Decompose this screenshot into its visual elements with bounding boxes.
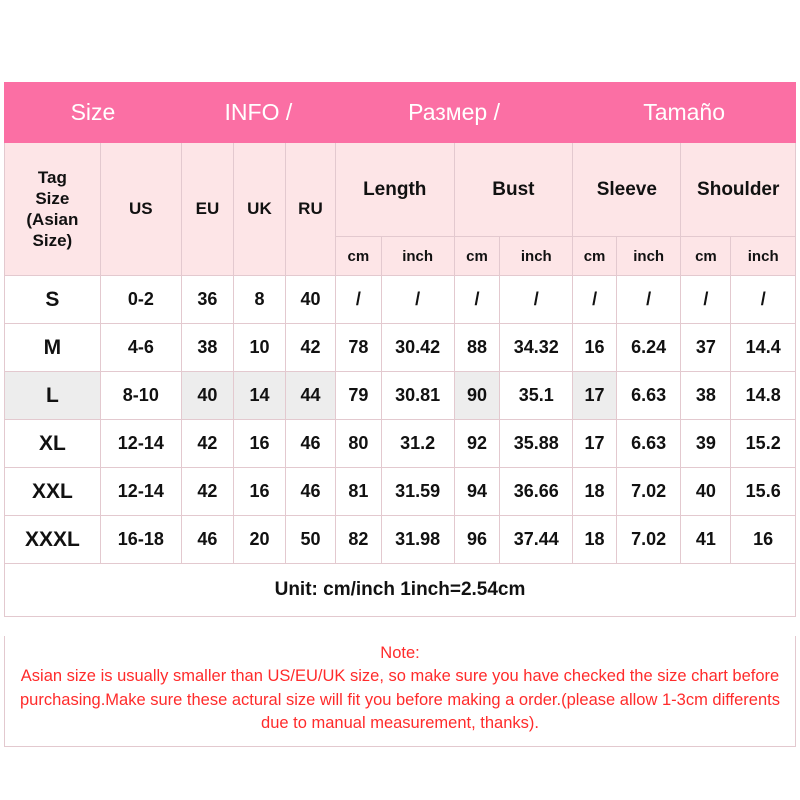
col-header-sleeve: Sleeve	[573, 143, 681, 237]
col-header-tag-size-line-2: Size	[35, 188, 70, 208]
cell-length-inch: /	[381, 276, 454, 324]
cell-uk: 16	[233, 420, 285, 468]
cell-shoulder-inch: 15.2	[731, 420, 796, 468]
header-size-label: Size	[5, 83, 182, 143]
size-chart-table	[4, 82, 796, 617]
col-header-tag-size-line-3: (Asian	[26, 210, 79, 229]
col-header-shoulder: Shoulder	[681, 143, 796, 237]
col-header-sleeve-cm: cm	[573, 237, 617, 276]
cell-bust-inch: 35.88	[500, 420, 573, 468]
unit-conversion-note: Unit: cm/inch 1inch=2.54cm	[5, 564, 796, 617]
cell-tag-size: M	[5, 324, 101, 372]
cell-us: 4-6	[100, 324, 181, 372]
cell-bust-inch: 36.66	[500, 468, 573, 516]
table-row	[5, 276, 796, 324]
cell-length-inch: 30.81	[381, 372, 454, 420]
col-header-uk: UK	[233, 143, 285, 276]
size-chart-table-wrap	[4, 82, 796, 617]
cell-us: 8-10	[100, 372, 181, 420]
table-row	[5, 324, 796, 372]
cell-sleeve-cm: 18	[573, 516, 617, 564]
col-header-tag-size-line-4: Size)	[32, 231, 73, 251]
cell-tag-size: S	[5, 276, 101, 324]
cell-bust-cm: 94	[454, 468, 500, 516]
cell-sleeve-cm: /	[573, 276, 617, 324]
cell-sleeve-inch: 7.02	[616, 468, 681, 516]
cell-eu: 42	[181, 420, 233, 468]
cell-uk: 20	[233, 516, 285, 564]
header-ru-label: Размер /	[335, 83, 572, 143]
cell-sleeve-inch: /	[616, 276, 681, 324]
col-header-length: Length	[335, 143, 454, 237]
note-title: Note:	[380, 644, 420, 662]
cell-eu: 42	[181, 468, 233, 516]
cell-bust-cm: 96	[454, 516, 500, 564]
cell-eu: 46	[181, 516, 233, 564]
cell-sleeve-cm: 16	[573, 324, 617, 372]
cell-ru: 46	[285, 420, 335, 468]
cell-bust-cm: 90	[454, 372, 500, 420]
cell-bust-inch: 37.44	[500, 516, 573, 564]
cell-tag-size: XL	[5, 420, 101, 468]
cell-eu: 36	[181, 276, 233, 324]
col-header-bust-cm: cm	[454, 237, 500, 276]
cell-bust-inch: 34.32	[500, 324, 573, 372]
cell-uk: 10	[233, 324, 285, 372]
cell-bust-cm: 92	[454, 420, 500, 468]
col-header-length-cm: cm	[335, 237, 381, 276]
cell-shoulder-cm: 38	[681, 372, 731, 420]
cell-sleeve-inch: 7.02	[616, 516, 681, 564]
cell-shoulder-inch: /	[731, 276, 796, 324]
note-block	[4, 636, 796, 747]
table-row	[5, 420, 796, 468]
cell-sleeve-cm: 17	[573, 372, 617, 420]
col-header-tag-size-line-1: Tag	[37, 167, 67, 187]
cell-uk: 8	[233, 276, 285, 324]
cell-bust-inch: /	[500, 276, 573, 324]
cell-us: 12-14	[100, 420, 181, 468]
cell-shoulder-cm: 41	[681, 516, 731, 564]
cell-bust-inch: 35.1	[500, 372, 573, 420]
cell-uk: 16	[233, 468, 285, 516]
cell-us: 12-14	[100, 468, 181, 516]
table-row	[5, 516, 796, 564]
cell-shoulder-inch: 14.8	[731, 372, 796, 420]
cell-shoulder-cm: 37	[681, 324, 731, 372]
table-row	[5, 372, 796, 420]
cell-us: 0-2	[100, 276, 181, 324]
header-es-label: Tamaño	[573, 83, 796, 143]
cell-eu: 38	[181, 324, 233, 372]
cell-sleeve-inch: 6.63	[616, 420, 681, 468]
cell-sleeve-cm: 18	[573, 468, 617, 516]
cell-length-cm: /	[335, 276, 381, 324]
cell-tag-size: L	[5, 372, 101, 420]
cell-tag-size: XXXL	[5, 516, 101, 564]
cell-shoulder-inch: 16	[731, 516, 796, 564]
cell-sleeve-inch: 6.63	[616, 372, 681, 420]
col-header-bust: Bust	[454, 143, 573, 237]
header-bar-row	[5, 83, 796, 143]
col-header-sleeve-inch: inch	[616, 237, 681, 276]
col-header-tag-size	[5, 143, 101, 276]
col-header-us: US	[100, 143, 181, 276]
cell-tag-size: XXL	[5, 468, 101, 516]
col-header-length-inch: inch	[381, 237, 454, 276]
cell-length-cm: 78	[335, 324, 381, 372]
cell-length-inch: 30.42	[381, 324, 454, 372]
cell-uk: 14	[233, 372, 285, 420]
cell-shoulder-cm: 40	[681, 468, 731, 516]
cell-us: 16-18	[100, 516, 181, 564]
cell-length-cm: 81	[335, 468, 381, 516]
cell-length-cm: 80	[335, 420, 381, 468]
cell-ru: 40	[285, 276, 335, 324]
cell-ru: 44	[285, 372, 335, 420]
cell-sleeve-cm: 17	[573, 420, 617, 468]
note-body: Asian size is usually smaller than US/EU/UK size, so make sure you have checked the size chart before purchasing.Make sure these actural size will fit you before making a order.(please allow 1-3cm differents due to manual measurement, thanks).	[20, 667, 780, 733]
cell-sleeve-inch: 6.24	[616, 324, 681, 372]
cell-shoulder-inch: 15.6	[731, 468, 796, 516]
header-info-label: INFO /	[181, 83, 335, 143]
cell-bust-cm: /	[454, 276, 500, 324]
cell-shoulder-cm: /	[681, 276, 731, 324]
col-header-eu: EU	[181, 143, 233, 276]
cell-shoulder-inch: 14.4	[731, 324, 796, 372]
col-header-ru: RU	[285, 143, 335, 276]
cell-ru: 46	[285, 468, 335, 516]
col-header-bust-inch: inch	[500, 237, 573, 276]
col-header-shoulder-cm: cm	[681, 237, 731, 276]
cell-ru: 50	[285, 516, 335, 564]
cell-bust-cm: 88	[454, 324, 500, 372]
cell-length-cm: 82	[335, 516, 381, 564]
cell-length-cm: 79	[335, 372, 381, 420]
cell-shoulder-cm: 39	[681, 420, 731, 468]
cell-length-inch: 31.59	[381, 468, 454, 516]
table-row	[5, 468, 796, 516]
col-header-shoulder-inch: inch	[731, 237, 796, 276]
unit-row	[5, 564, 796, 617]
cell-length-inch: 31.98	[381, 516, 454, 564]
cell-eu: 40	[181, 372, 233, 420]
cell-length-inch: 31.2	[381, 420, 454, 468]
cell-ru: 42	[285, 324, 335, 372]
column-group-row	[5, 143, 796, 237]
